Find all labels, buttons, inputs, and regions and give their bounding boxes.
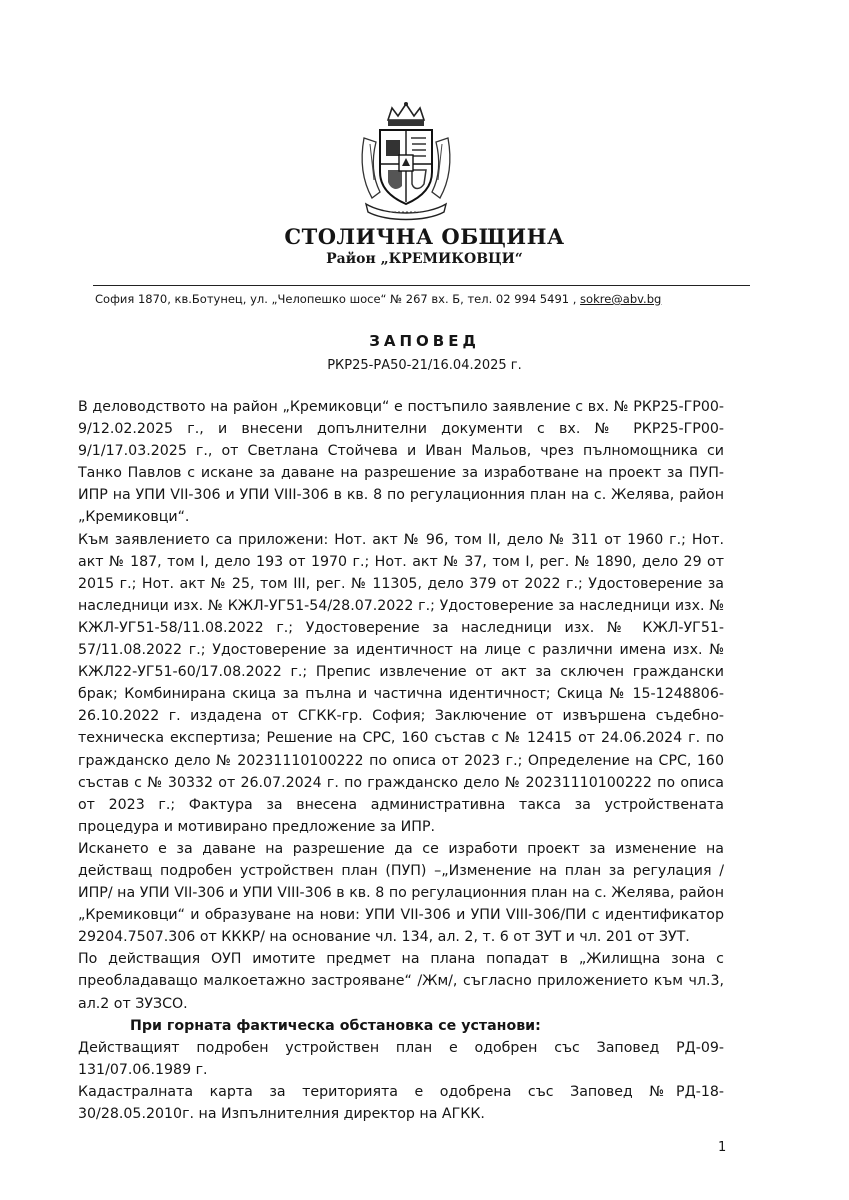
paragraph-cadastral-map: Кадастралната карта за територията е одобрена със Заповед №РД-18-30/28.05.2010г. на Изпълнителния директор на АГКК. bbox=[78, 1083, 724, 1122]
contact-line bbox=[95, 292, 755, 306]
organization-name: СТОЛИЧНА ОБЩИНА bbox=[284, 224, 565, 249]
paragraph-attachments: Към заявлението са приложени: Нот. акт № 96, том II, дело № 311 от 1960 г.; Нот. акт № 187, том I, дело 193 от 1970 г.; Нот. акт № 37, том I, рег. № 1890, дело 29 от 2015 г.; Нот. акт № 25, том III, рег. № 11305, дело 379 от 2022 г.; Удостоверение за наследници изх. № КЖЛ-УГ51-54/28.07.2022 г.; Удостоверение за наследници изх. № КЖЛ-УГ51-58/11.08.2022 г.; Удостоверение за наследници изх. № КЖЛ-УГ51-57/11.08.2022 г.; Удостоверение за идентичност на лице с различни имена изх. № КЖЛ22-УГ51-60/17.08.2022 г.; Препис извлечение от акт за сключен граждански брак; Комбинирана скица за пълна и частична идентичност; Скица № 15-1248806-26.10.2022 г. издадена от СГКК-гр. София; Заключение от извършена съдебно-техническа експертиза; Решение на СРС, 160 състав с № 12415 от 24.06.2024 г. по гражданско дело № 20231110100222 по описа от 2023 г.; Определение на СРС, 160 състав с № 30332 от 26.07.2024 г. по гражданско дело № 20231110100222 по описа от 2023 г.; Фактура за внесена административна такса за устройствената процедура и мотивирано предложение за ИПР. bbox=[78, 531, 724, 835]
paragraph-request: Искането е за даване на разрешение да се изработи проект за изменение на действащ подробен устройствен план (ПУП) –„Изменение на план за регулация /ИПР/ на УПИ VII-306 и УПИ VIII-306 в кв. 8 по регулационния план на с. Желява, район „Кремиковци“ и образуване на нови: УПИ VII-306 и УПИ VIII-306/ПИ с идентификатор 29204.7507.306 от КККР/ на основание чл. 134, ал. 2, т. 6 от ЗУТ и чл. 201 от ЗУТ. bbox=[78, 840, 724, 946]
paragraph-zoning: По действащия ОУП имотите предмет на плана попадат в „Жилищна зона с преобладаващо малкоетажно застрояване“ /Жм/, съгласно приложението към чл.3, ал.2 от ЗУЗСО. bbox=[78, 951, 724, 1012]
page-number: 1 bbox=[718, 1140, 727, 1155]
document-number: РКР25-РА50-21/16.04.2025 г. bbox=[327, 358, 522, 373]
document-title: ЗАПОВЕД bbox=[369, 332, 480, 350]
district-name: Район „КРЕМИКОВЦИ“ bbox=[326, 251, 523, 267]
header-divider bbox=[93, 285, 750, 286]
document-body bbox=[78, 396, 724, 1125]
section-heading: При горната фактическа обстановка се установи: bbox=[130, 1017, 541, 1034]
paragraph-application: В деловодството на район „Кремиковци“ е постъпило заявление с вх. № РКР25-ГР00-9/12.02.2025 г., и внесени допълнителни документи с вх. № РКР25-ГР00-9/1/17.03.2025 г., от Светлана Стойчева и Иван Мальов, чрез пълномощника си Танко Павлов с искане за даване на разрешение за изработване на проект за ПУП-ИПР на УПИ VII-306 и УПИ VIII-306 в кв. 8 по регулационния план на с. Желява, район „Кремиковци“. bbox=[78, 399, 724, 526]
contact-address: София 1870, кв.Ботунец, ул. „Челопешко шосе“ № 267 вх. Б, тел. 02 994 5491 , bbox=[95, 292, 581, 306]
paragraph-detailed-plan: Действащият подробен устройствен план е одобрен със Заповед РД-09-131/07.06.1989 г. bbox=[78, 1039, 724, 1078]
contact-email-link[interactable]: sokre@abv.bg bbox=[580, 292, 662, 306]
coat-of-arms-icon bbox=[356, 100, 456, 222]
